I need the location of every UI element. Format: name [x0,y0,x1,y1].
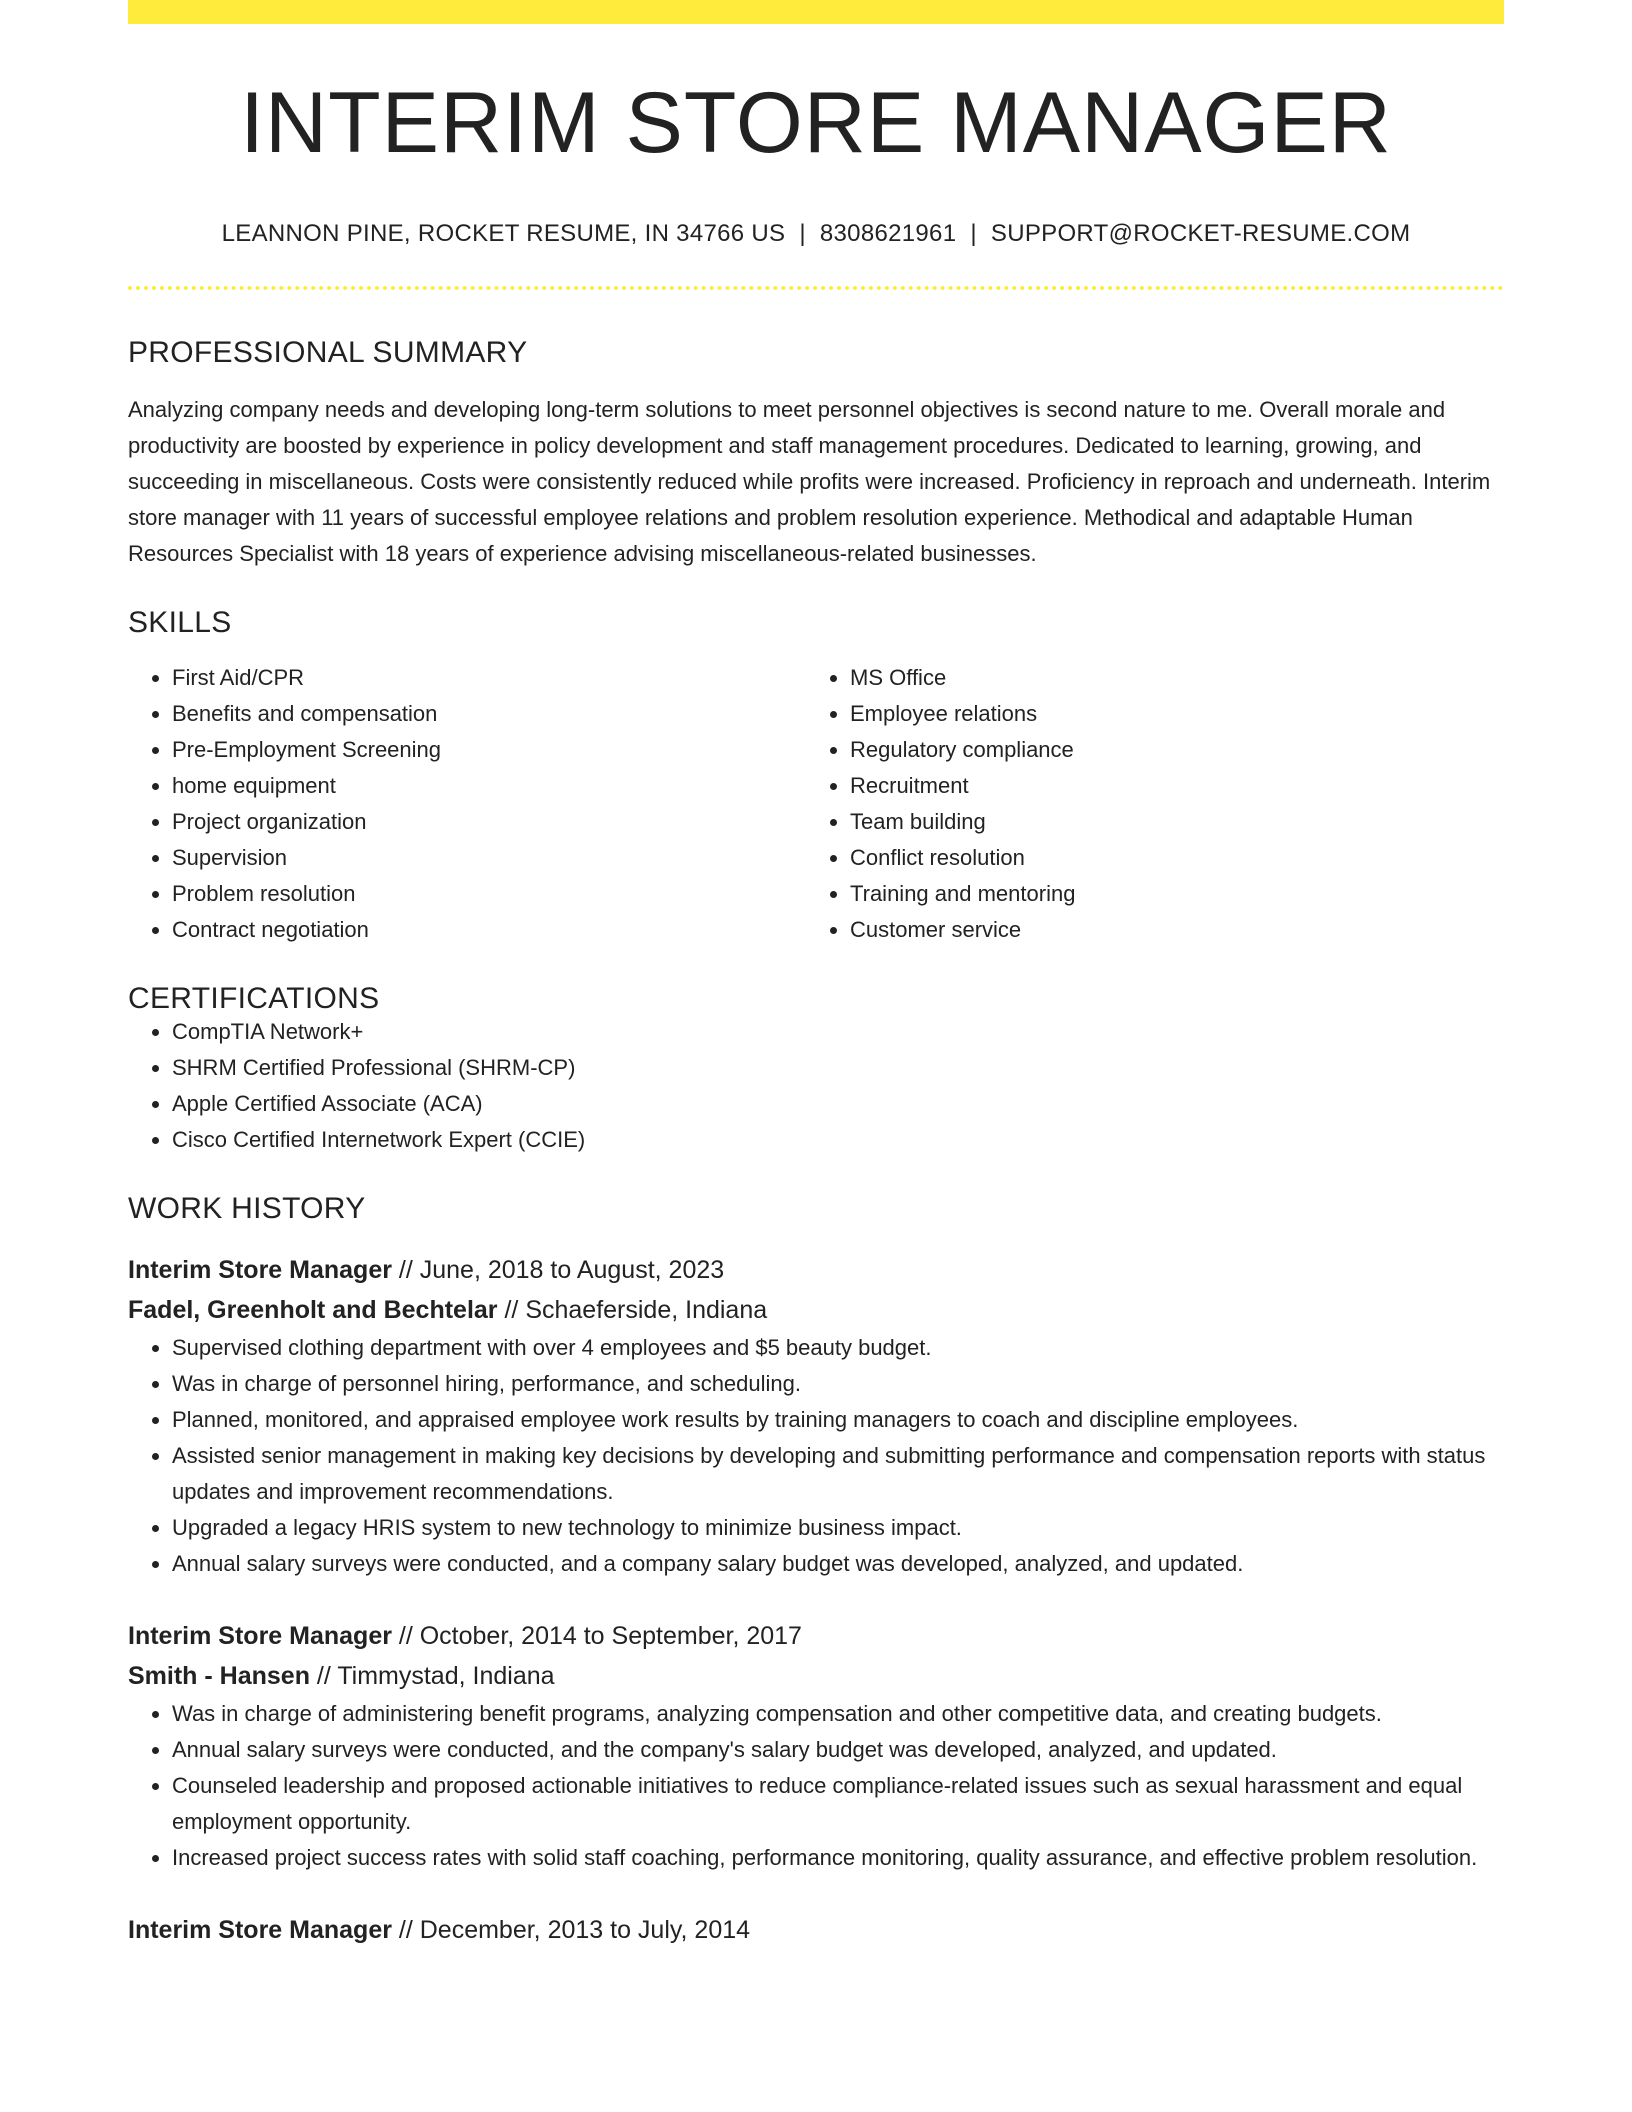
skill-item: • MS Office [850,660,1484,696]
skills-grid [128,660,1504,948]
job-dates: // December, 2013 to July, 2014 [391,1916,751,1944]
skill-item: • Problem resolution [172,876,806,912]
job-dates: // October, 2014 to September, 2017 [391,1622,802,1650]
contact-address: LEANNON PINE, ROCKET RESUME, IN 34766 US [221,220,786,247]
job-title-line [128,1910,1504,1950]
skill-item: • Recruitment [850,768,1484,804]
job-bullet: • Was in charge of personnel hiring, performance, and scheduling. [172,1366,1504,1402]
resume-title: INTERIM STORE MANAGER [240,75,1392,171]
certification-item: • SHRM Certified Professional (SHRM-CP) [172,1050,1504,1086]
job-title: Interim Store Manager [128,1622,392,1650]
certification-item: • Cisco Certified Internetwork Expert (CCIE) [172,1122,1504,1158]
work-history-heading: WORK HISTORY [128,1192,366,1225]
job-entry [128,1910,1504,1950]
skill-item: • First Aid/CPR [172,660,806,696]
contact-phone: 8308621961 [819,220,957,247]
skill-item: • Training and mentoring [850,876,1484,912]
job-entry [128,1250,1504,1582]
summary-heading: PROFESSIONAL SUMMARY [128,336,528,369]
certifications-list [128,1014,1504,1158]
job-bullet: • Supervised clothing department with over 4 employees and $5 beauty budget. [172,1330,1504,1366]
job-bullet: • Was in charge of administering benefit programs, analyzing compensation and other competitive data, and creating budgets. [172,1696,1504,1732]
skills-heading: SKILLS [128,606,232,639]
job-bullet: • Increased project success rates with solid staff coaching, performance monitoring, quality assurance, and effective problem resolution. [172,1840,1504,1876]
job-bullet: • Upgraded a legacy HRIS system to new technology to minimize business impact. [172,1510,1504,1546]
contact-line [128,220,1504,248]
resume-page [128,0,1504,1950]
job-bullet: • Assisted senior management in making key decisions by developing and submitting performance and compensation reports with status updates and improvement recommendations. [172,1438,1504,1510]
skill-item: • Supervision [172,840,806,876]
job-company-line [128,1656,1504,1696]
skill-item: • Pre-Employment Screening [172,732,806,768]
job-bullets [128,1696,1504,1876]
skill-item: • home equipment [172,768,806,804]
skill-item: • Contract negotiation [172,912,806,948]
job-title: Interim Store Manager [128,1256,392,1284]
job-bullets [128,1330,1504,1582]
job-location: // Schaeferside, Indiana [497,1296,768,1324]
certifications-heading: CERTIFICATIONS [128,982,380,1015]
job-title-line [128,1250,1504,1290]
skills-list-right [806,660,1484,948]
job-bullet: • Annual salary surveys were conducted, and the company's salary budget was developed, analyzed, and updated. [172,1732,1504,1768]
job-company: Fadel, Greenholt and Bechtelar [128,1296,498,1324]
job-entry [128,1616,1504,1876]
job-title: Interim Store Manager [128,1916,392,1944]
skill-item: • Conflict resolution [850,840,1484,876]
job-bullet: • Annual salary surveys were conducted, and a company salary budget was developed, analyzed, and updated. [172,1546,1504,1582]
skill-item: • Benefits and compensation [172,696,806,732]
job-location: // Timmystad, Indiana [309,1662,555,1690]
header-divider [128,286,1504,290]
certification-item: • Apple Certified Associate (ACA) [172,1086,1504,1122]
skills-list-left [128,660,806,948]
certification-item: • CompTIA Network+ [172,1014,1504,1050]
job-bullet: • Counseled leadership and proposed actionable initiatives to reduce compliance-related issues such as sexual harassment and equal employment opportunity. [172,1768,1504,1840]
summary-text: Analyzing company needs and developing long-term solutions to meet personnel objectives is second nature to me. Overall morale and productivity are boosted by experience in policy development and staff management procedures. Dedicated to learning, growing, and succeeding in miscellaneous. Costs were consistently reduced while profits were increased. Proficiency in reproach and underneath. Interim store manager with 11 years of successful employee relations and problem resolution experience. Methodical and adaptable Human Resources Specialist with 18 years of experience advising miscellaneous-related businesses. [128,397,1491,566]
skill-item: • Regulatory compliance [850,732,1484,768]
job-bullet: • Planned, monitored, and appraised employee work results by training managers to coach and discipline employees. [172,1402,1504,1438]
contact-separator: | [970,220,977,247]
job-company-line [128,1290,1504,1330]
skill-item: • Team building [850,804,1484,840]
job-dates: // June, 2018 to August, 2023 [391,1256,725,1284]
skill-item: • Employee relations [850,696,1484,732]
contact-email: SUPPORT@ROCKET-RESUME.COM [990,220,1411,247]
skill-item: • Project organization [172,804,806,840]
job-company: Smith - Hansen [128,1662,310,1690]
skill-item: • Customer service [850,912,1484,948]
job-title-line [128,1616,1504,1656]
contact-separator: | [799,220,806,247]
top-accent-bar [128,0,1504,24]
